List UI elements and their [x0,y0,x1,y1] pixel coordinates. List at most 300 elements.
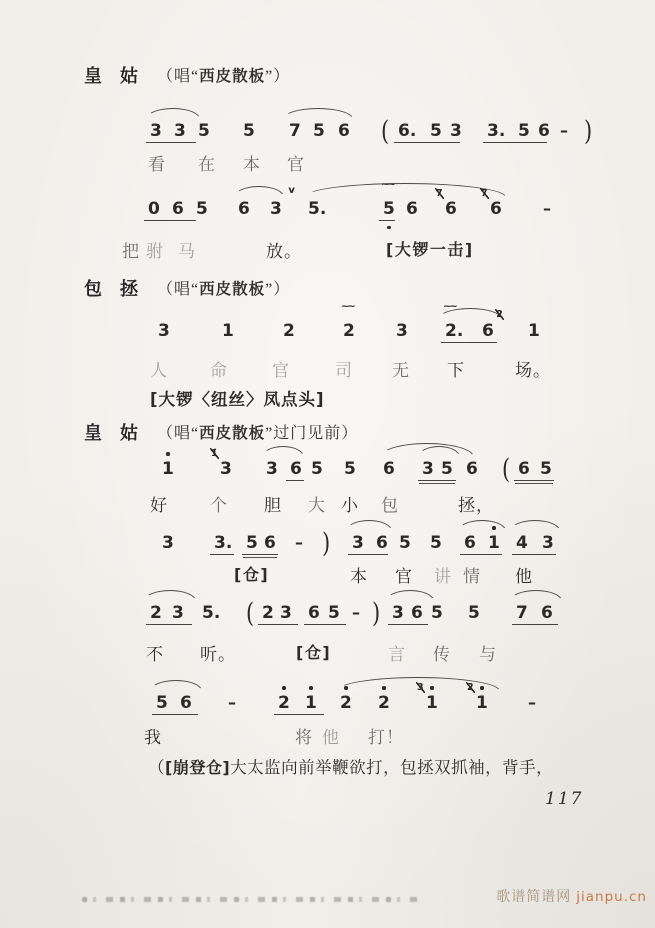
tune-name: 西皮散板 [199,424,266,442]
grace-note: 7 [481,188,488,199]
note-cell [289,120,301,142]
octave-dot-high [480,686,484,690]
note-digit: – [352,603,359,622]
tune-annotation [157,420,358,443]
note-cell [441,458,453,480]
lyric-line [0,723,655,747]
note-cell [381,179,395,220]
octave-dot-low [387,226,391,230]
note-cell [158,320,170,342]
note-cell [482,309,503,342]
tune-annotation [157,276,290,299]
music-line [0,179,655,228]
watermark-site-name: 歌谱简谱网 [496,890,572,905]
grace-note: 7 [436,188,443,199]
note-cell [352,532,364,554]
tremolo-ornament-icon: ~~ [443,301,456,312]
lyric-char: 命 [210,361,228,380]
percussion-cue: [仓] [296,643,332,662]
page-number: 117 [545,789,584,809]
note-cell [584,115,593,147]
note-cell [376,532,388,554]
note-digit: 5 [198,121,210,141]
note-cell [541,602,553,624]
note-digit: 5 [344,459,356,479]
note-cell [464,532,476,554]
lyric-char: 官 [287,155,305,174]
breath-mark: v [288,185,295,196]
lyric-char: 讲 [434,567,452,586]
beam-line [514,480,554,481]
note-cell [450,120,462,142]
aria-header [0,62,655,88]
note-cell [308,198,326,220]
note-digit: 5. [308,199,327,219]
note-cell [430,120,442,142]
note-cell [148,198,160,220]
music-line [0,115,655,150]
note-cell [488,532,500,554]
beam-line [258,624,298,625]
annotation-prefix: （唱“ [157,68,200,85]
note-digit: – [228,693,235,712]
note-digit: 5. [202,603,221,623]
lyric-line [0,150,655,174]
note-cell [560,120,567,142]
slur-arc [150,680,202,691]
note-cell [283,320,295,342]
note-cell [372,597,381,629]
lyric-line [0,562,655,586]
note-digit: 5 [383,199,395,219]
note-digit: – [528,693,535,712]
note-cell [398,120,416,142]
note-digit: – [295,533,302,552]
note-digit: 0 [148,199,160,219]
note-digit: 5 [246,533,258,553]
note-digit: 3 [220,459,232,479]
note-cell [198,120,210,142]
lyric-char: 胆 [264,496,282,515]
note-digit: 4 [516,533,528,553]
beam-line [394,142,460,143]
note-cell [278,692,290,714]
stage-direction-percussion: [崩登仓] [165,758,231,777]
lyric-char: 打！ [368,728,404,747]
note-cell [228,692,235,714]
note-cell [468,602,480,624]
note-digit: 3. [487,121,506,141]
lyric-char: 驸 [146,242,164,261]
note-digit: 6 [238,199,250,219]
note-digit: 7 [289,121,301,141]
note-cell [466,458,478,480]
beam-line [512,554,556,555]
note-digit: 5 [313,121,325,141]
lyric-char: 马 [178,242,196,261]
lyric-char: 包 [381,496,399,515]
note-cell [411,602,423,624]
speaker-name: 包拯 [84,279,156,299]
note-cell [172,602,184,624]
lyric-char: 人 [150,361,168,380]
note-digit: 6 [338,121,350,141]
note-digit: 3 [270,199,282,219]
note-digit: 5 [518,121,530,141]
note-cell [399,532,411,554]
note-digit: 3 [266,459,278,479]
note-cell [174,120,186,142]
note-digit: 6 [376,533,388,553]
note-digit: 1 [426,693,438,713]
grace-note: 1̇ [211,448,218,459]
annotation-suffix: ”） [265,68,291,85]
lyric-char: 官 [272,361,290,380]
slur-arc [386,590,434,601]
note-digit: 1 [305,693,317,713]
lyric-char: 看 [148,155,166,174]
note-digit: 3 [450,121,462,141]
note-cell [180,692,192,714]
lyric-char: 本 [350,567,368,586]
note-digit: 6 [264,533,276,553]
note-cell [383,458,395,480]
beam-line [242,554,278,555]
lyric-char: 不 [146,645,164,664]
note-digit: 6 [308,603,320,623]
slur-arc [510,520,560,531]
beam-line [348,554,388,555]
note-digit: 6 [482,321,494,341]
note-cell [417,682,438,714]
tune-name: 西皮散板 [199,280,266,298]
note-cell [436,188,457,220]
note-cell [528,320,540,342]
note-cell [305,692,317,714]
note-cell [328,602,340,624]
note-cell [172,198,184,220]
lyric-char: 好 [150,496,168,515]
lyric-char: 他 [322,728,340,747]
note-digit: 3 [158,321,170,341]
note-digit: 6. [398,121,417,141]
note-cell [352,602,359,624]
lyric-char: 将 [295,728,313,747]
lyric-line [0,356,655,380]
note-digit: 6 [406,199,418,219]
note-digit: 3 [150,121,162,141]
lyric-line [0,237,655,261]
note-digit: 6 [445,199,457,219]
note-cell [214,532,232,554]
note-cell [443,301,464,342]
note-digit: 3 [392,603,404,623]
beam-line [460,554,502,555]
note-cell [196,198,208,220]
octave-dot-high [492,526,496,530]
speaker-name: 皇姑 [84,66,156,86]
note-cell [262,602,274,624]
note-cell [202,602,220,624]
note-digit: 3 [172,603,184,623]
beam-line [379,220,395,221]
lyric-char: 在 [198,155,216,174]
note-cell [150,120,162,142]
note-cell [430,532,442,554]
note-cell [338,120,350,142]
note-digit: 6 [541,603,553,623]
lyric-char: 拯， [458,496,494,515]
lyric-char: 听。 [200,645,236,664]
note-digit: ( [246,597,255,629]
music-line [0,301,655,350]
note-digit: 6 [464,533,476,553]
note-cell [243,120,255,142]
note-digit: 5 [399,533,411,553]
note-cell [162,532,174,554]
note-cell [542,532,554,554]
octave-dot-high [309,686,313,690]
octave-dot-high [282,686,286,690]
tremolo-ornament-icon: ~~ [381,179,394,190]
bleed-through-text [82,897,420,902]
note-cell [246,597,255,629]
note-digit: 5 [540,459,552,479]
note-cell [502,453,511,485]
note-cell [340,692,352,714]
beam-line [512,624,558,625]
note-digit: 5 [243,121,255,141]
note-cell [396,320,408,342]
note-digit: 3 [422,459,434,479]
lyric-char: 放。 [266,242,302,261]
note-cell [266,458,278,480]
note-digit: 5 [430,121,442,141]
lyric-line [0,640,655,664]
note-cell [516,602,528,624]
note-digit: 1 [488,533,500,553]
beam-line [274,714,324,715]
note-cell [238,198,250,220]
beam-line [304,624,346,625]
aria-header [0,419,655,445]
beam-line [146,624,192,625]
note-cell [156,692,168,714]
note-digit: 2 [343,321,355,341]
note-cell [311,458,323,480]
slur-arc [234,186,284,197]
note-cell [295,532,302,554]
note-digit: 2. [445,321,464,341]
grace-note: 2 [496,309,503,320]
note-cell [538,120,550,142]
beam-line [144,220,196,221]
slur-arc [510,590,562,601]
lyric-char: 言 [388,645,406,664]
note-cell [290,458,302,480]
note-cell [378,692,390,714]
slur-arc [304,183,506,197]
lyric-char: 无 [392,361,410,380]
note-digit: ) [372,597,381,629]
note-digit: 2 [150,603,162,623]
slur-arc [283,108,353,119]
octave-dot-high [344,686,348,690]
note-digit: 5 [311,459,323,479]
note-cell [481,188,502,220]
note-digit: 3. [214,533,233,553]
note-cell [392,602,404,624]
note-digit: 6 [518,459,530,479]
note-digit: 6 [538,121,550,141]
note-cell [516,532,528,554]
note-cell [540,458,552,480]
annotation-suffix: ”过门见前） [265,425,359,442]
lyric-char: 大 [308,496,326,515]
note-digit: 1 [162,459,174,479]
note-digit: ( [502,453,511,485]
note-cell [270,185,295,220]
note-digit: 3 [352,533,364,553]
note-cell [431,602,443,624]
note-cell [322,527,331,559]
music-line [0,597,655,632]
octave-dot-high [430,686,434,690]
speaker-name: 皇姑 [84,423,156,443]
stage-direction [148,754,553,778]
note-digit: – [560,121,567,140]
lyric-char: 司 [335,361,353,380]
note-digit: 1 [476,693,488,713]
note-cell [381,115,390,147]
lyric-char: 场。 [515,361,551,380]
lyric-char: 个 [210,496,228,515]
note-digit: 2 [278,693,290,713]
note-digit: 1 [222,321,234,341]
lyric-char: 官 [395,567,413,586]
note-cell [211,448,232,480]
lyric-char: 他 [515,567,533,586]
note-digit: 2 [262,603,274,623]
note-cell [422,458,434,480]
note-cell [280,602,292,624]
lyric-char: 我 [144,728,162,747]
grace-note: 2 [467,682,474,693]
note-cell [313,120,325,142]
note-digit: – [543,199,550,218]
note-digit: 5 [468,603,480,623]
note-digit: 7 [516,603,528,623]
note-digit: 5 [156,693,168,713]
beam-line [210,554,234,555]
lyric-char: 本 [243,155,261,174]
note-digit: 3 [174,121,186,141]
stage-direction-text: 大太监向前举鞭欲打，包拯双抓袖，背手， [230,758,554,777]
annotation-prefix: （唱“ [157,281,200,298]
beam-line [418,480,456,481]
lyric-char: 与 [479,645,497,664]
percussion-pattern-label: [大锣〈纽丝〉凤点头] [150,390,325,409]
note-digit: 6 [490,199,502,219]
slur-arc [458,520,506,531]
note-digit: 2 [340,693,352,713]
note-cell [264,532,276,554]
tune-name: 西皮散板 [199,67,266,85]
note-digit: 2 [283,321,295,341]
percussion-cue: [大锣一击] [386,240,474,259]
slur-arc [146,108,200,119]
note-digit: 6 [290,459,302,479]
octave-dot-high [382,686,386,690]
note-digit: 5 [430,533,442,553]
note-cell [222,320,234,342]
music-line [0,448,655,488]
music-line [0,682,655,722]
aria-header [0,275,655,301]
beam-line [441,342,497,343]
octave-dot-high [166,452,170,456]
watermark-site-url: jianpu.cn [576,889,647,905]
note-cell [543,198,550,220]
lyric-char: 情 [463,567,481,586]
note-cell [518,120,530,142]
watermark [496,886,647,906]
note-digit: 5 [431,603,443,623]
tremolo-ornament-icon: ~~ [341,301,354,312]
note-digit: 1 [528,321,540,341]
note-cell [341,301,355,342]
beam-line [146,142,196,143]
note-digit: 5 [441,459,453,479]
lyric-char: 下 [447,361,465,380]
lyric-char: 把 [122,242,140,261]
note-cell [467,682,488,714]
note-digit: 5 [328,603,340,623]
note-cell [246,532,258,554]
note-cell [150,602,162,624]
note-digit: 2 [378,693,390,713]
note-digit: 6 [411,603,423,623]
note-cell [518,458,530,480]
slur-arc [346,520,392,531]
note-digit: 6 [180,693,192,713]
annotation-prefix: （唱“ [157,425,200,442]
note-cell [528,692,535,714]
stage-direction-prefix: （ [148,758,165,777]
lyric-char: 小 [341,496,359,515]
note-digit: ) [322,527,331,559]
slur-arc [262,446,304,457]
tune-annotation [157,63,290,86]
beam-line [152,714,198,715]
note-digit: 5 [196,199,208,219]
note-cell [162,458,174,480]
beam-line [483,142,547,143]
note-cell [487,120,505,142]
beam-line [388,624,428,625]
lyric-char: 传 [433,645,451,664]
note-digit: 3 [396,321,408,341]
lyric-line [0,491,655,515]
note-cell [406,198,418,220]
music-line [0,527,655,562]
annotation-suffix: ”） [265,281,291,298]
percussion-cue: [仓] [234,565,270,584]
note-digit: 6 [172,199,184,219]
note-digit: 6 [466,459,478,479]
slur-arc [144,590,196,601]
note-digit: 6 [383,459,395,479]
